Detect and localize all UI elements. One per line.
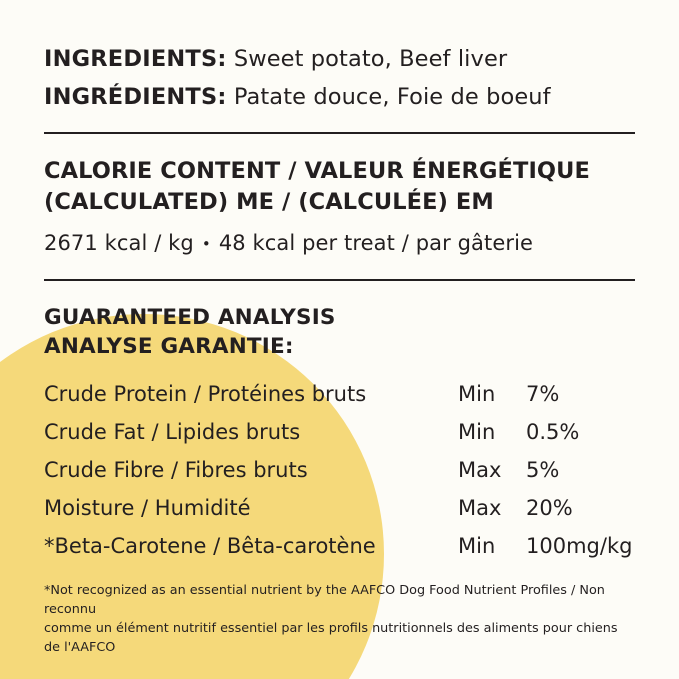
nutrient-name: Crude Protein / Protéines bruts [44, 382, 367, 406]
table-row [44, 489, 635, 527]
nutrient-limit: Min [458, 382, 496, 406]
ingredients-label-fr: INGRÉDIENTS: [44, 84, 227, 110]
ingredients-line-fr [44, 78, 635, 116]
ingredients-section [44, 0, 635, 132]
ingredients-value-en: Sweet potato, Beef liver [233, 46, 508, 72]
calorie-heading-line1: CALORIE CONTENT / VALEUR ÉNERGÉTIQUE [44, 158, 590, 184]
guaranteed-analysis-section [44, 281, 635, 657]
nutrient-name: Crude Fat / Lipides bruts [44, 420, 301, 444]
nutrient-limit: Min [458, 420, 496, 444]
nutrient-name: Moisture / Humidité [44, 496, 251, 520]
nutrient-limit: Max [458, 496, 502, 520]
footnote-line2: comme un élément nutritif essentiel par les profils nutritionnels des aliments pour chiens de l'AAFCO [44, 621, 618, 655]
nutrient-value: 7% [526, 382, 560, 406]
nutrient-name: *Beta-Carotene / Bêta-carotène [44, 534, 376, 558]
nutrient-value: 100mg/kg [526, 534, 633, 558]
table-row [44, 451, 635, 489]
nutrient-limit: Max [458, 458, 502, 482]
nutrient-value: 0.5% [526, 420, 580, 444]
analysis-heading-line1: GUARANTEED ANALYSIS [44, 305, 336, 330]
nutrient-value: 20% [526, 496, 573, 520]
ingredients-value-fr: Patate douce, Foie de boeuf [233, 84, 551, 110]
analysis-heading-line2: ANALYSE GARANTIE: [44, 334, 294, 359]
nutrient-limit: Min [458, 534, 496, 558]
nutrient-value: 5% [526, 458, 560, 482]
nutrient-name: Crude Fibre / Fibres bruts [44, 458, 308, 482]
table-row [44, 375, 635, 413]
footnote-line1: *Not recognized as an essential nutrient by the AAFCO Dog Food Nutrient Profiles / Non reconnu [44, 583, 605, 617]
bullet-separator: • [201, 235, 211, 253]
calorie-heading-line2: (CALCULATED) ME / (CALCULÉE) EM [44, 189, 494, 215]
ingredients-label-en: INGREDIENTS: [44, 46, 227, 72]
table-row [44, 527, 635, 565]
analysis-footnote [44, 581, 635, 657]
calorie-per-treat: 48 kcal per treat / par gâterie [218, 231, 534, 255]
calorie-content-section [44, 134, 635, 279]
ingredients-line-en [44, 40, 635, 78]
analysis-table [44, 375, 635, 565]
calorie-values [44, 218, 635, 261]
table-row [44, 413, 635, 451]
calorie-per-kg: 2671 kcal / kg [44, 231, 194, 255]
